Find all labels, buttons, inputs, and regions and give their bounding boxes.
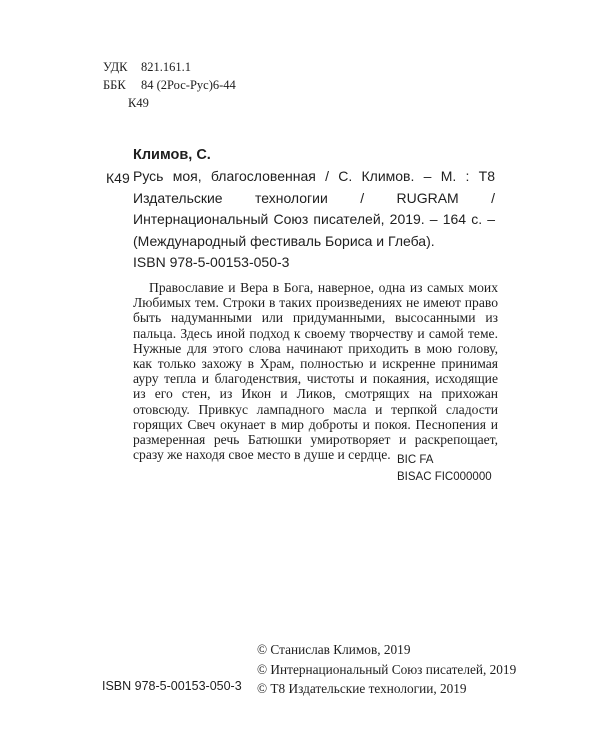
udk-value: 821.161.1	[141, 60, 191, 74]
classification-author-code: К49	[128, 96, 149, 110]
copyright-line: © Т8 Издательские технологии, 2019	[257, 681, 467, 696]
udk-row	[103, 58, 236, 76]
bic-code: BIC FA	[397, 454, 434, 466]
copyright-notices	[257, 640, 516, 699]
author-sign-code: К49	[106, 170, 130, 186]
bbk-value: 84 (2Рос-Рус)6-44	[141, 78, 236, 92]
isbn-bottom: ISBN 978-5-00153-050-3	[102, 679, 242, 693]
bibliographic-description: Русь моя, благословенная / С. Климов. – М. : Т8 Издательские технологии / RUGRAM / Интернациональный Союз писателей, 2019. – 164 с. – (Международный фестиваль Бориса и Глеба).	[133, 168, 495, 249]
copyright-line: © Станислав Климов, 2019	[257, 642, 411, 657]
subject-codes	[397, 452, 492, 486]
bbk-label: ББК	[103, 78, 126, 92]
book-annotation: Православие и Вера в Бога, наверное, одна из самых моих Любимых тем. Строки в таких произведениях не имеют право быть надуманными или придуманными, высосанными из пальца. Здесь иной подход к своему творчеству и самой теме. Нужные для этого слова начинают приходить в мою голову, как только захожу в Храм, полностью и искренне принимая ауру тепла и благоденствия, чистоты и покаяния, исходящие из его стен, из Икон и Ликов, смотрящих на прихожан отовсюду. Привкус лампадного масла и терпкой сладости горящих Свеч окунает в мир доброты и покоя. Песнопения и размеренная речь Батюшки умиротворяет и раскрепощает, сразу же находя свое место в душе и сердце.	[133, 280, 498, 463]
copyright-line: © Интернациональный Союз писателей, 2019	[257, 661, 517, 677]
bisac-code: BISAC FIC000000	[397, 471, 492, 483]
classification-block	[103, 58, 236, 112]
isbn-main: ISBN 978-5-00153-050-3	[133, 254, 290, 270]
udk-label: УДК	[103, 60, 128, 74]
author-heading: Климов, С.	[133, 147, 211, 163]
bbk-row	[103, 76, 236, 94]
